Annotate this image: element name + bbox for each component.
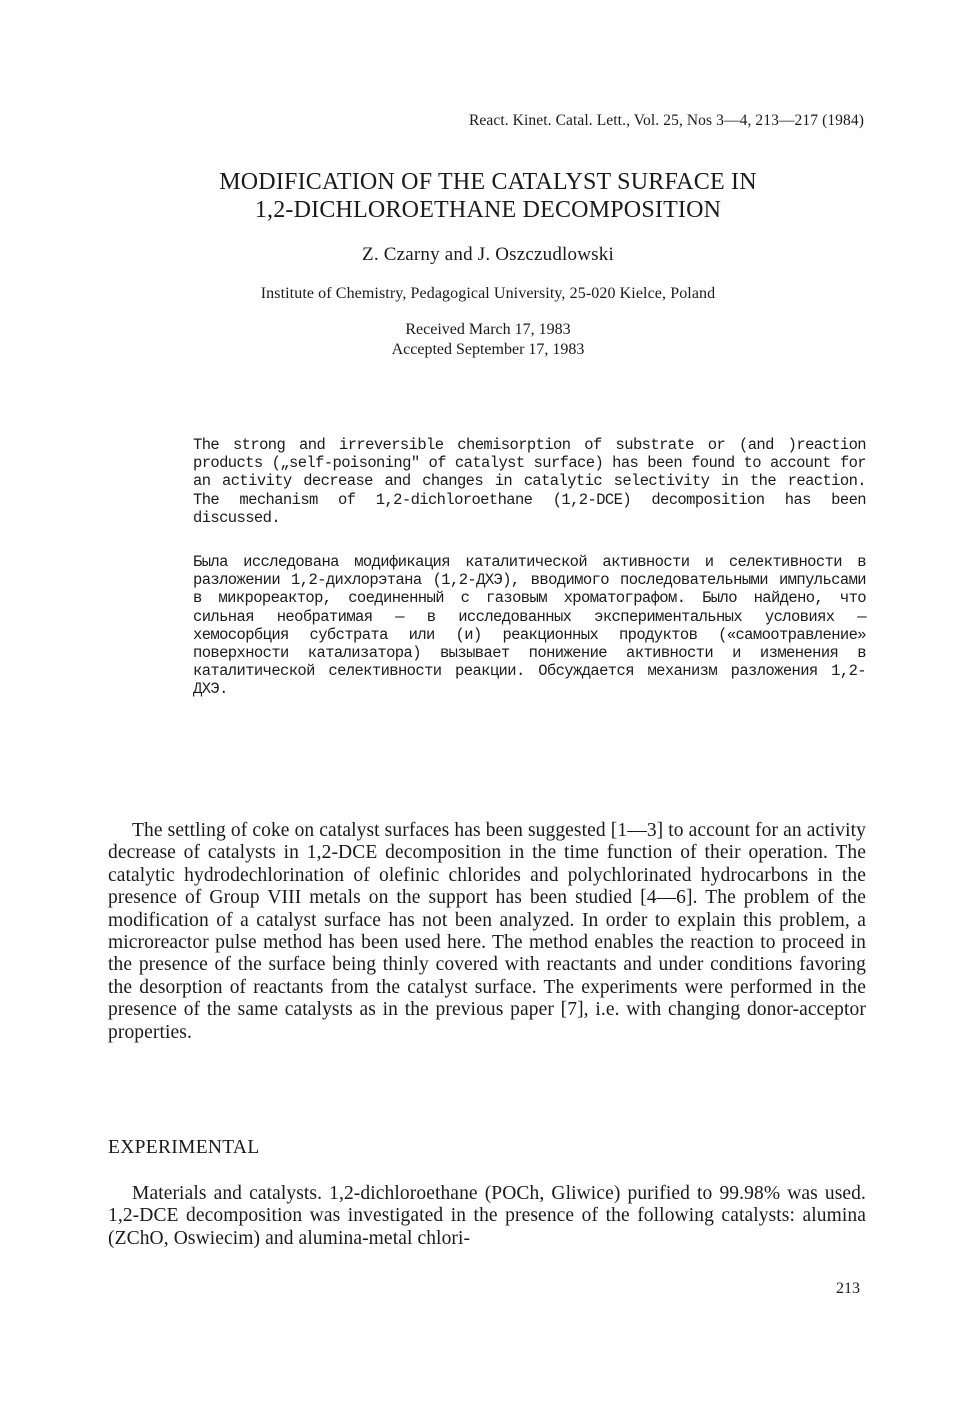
journal-reference: React. Kinet. Catal. Lett., Vol. 25, Nos 3—4, 213—217 (1984) — [468, 112, 864, 129]
intro-paragraph-text: The settling of coke on catalyst surfaces has been suggested [1—3] to account for an activity decrease of catalysts in 1,2-DCE decomposition in the time function of their operation. The catalytic hydrodechlorination of olefinic chlorides and polychlorinated hydrocarbons in the presence of Group VIII metals on the support has been studied [4—6]. The problem of the modification of a catalyst surface has not been analyzed. In order to explain this problem, a microreactor pulse method has been used here. The method enables the reaction to proceed in the presence of the surface being thinly covered with reactants and under conditions favoring the desorption of reactants from the catalyst surface. The experiments were performed in the presence of the same catalysts as in the previous paper [7], i.e. with changing donor-acceptor properties. — [108, 820, 866, 1043]
materials-paragraph-text: Materials and catalysts. 1,2-dichloroethane (POCh, Gliwice) purified to 99.98% was used. 1,2-DCE decomposition was investigated in the presence of the following catalysts: alumina (ZChO, Oswiecim) and alumina-metal chlori- — [108, 1183, 866, 1249]
accepted-date: Accepted September 17, 1983 — [391, 341, 585, 358]
intro-paragraph — [108, 820, 866, 1044]
section-heading-experimental: EXPERIMENTAL — [108, 1137, 260, 1158]
submission-dates — [108, 320, 868, 360]
title-line-2: 1,2-DICHLOROETHANE DECOMPOSITION — [254, 197, 722, 223]
affiliation: Institute of Chemistry, Pedagogical University, 25-020 Kielce, Poland — [260, 285, 716, 302]
abstract-russian: Была исследована модификация каталитической активности и селективности в разложении 1,2-дихлорэтана (1,2-ДХЭ), вводимого последовательными импульсами в микрореактор, соединенный с газовым хроматографом. Было найдено, что сильная необратимая — в исследованных экспериментальных условиях — хемосорбция субстрата или (и) реакционных продуктов («самоотравление» поверхности катализатора) вызывает понижение активности и изменения в каталитической селективности реакции. Обсуждается механизм разложения 1,2-ДХЭ. — [193, 553, 866, 699]
materials-paragraph — [108, 1183, 866, 1250]
page-number: 213 — [836, 1280, 860, 1297]
title-line-1: MODIFICATION OF THE CATALYST SURFACE IN — [219, 169, 757, 195]
abstract-english: The strong and irreversible chemisorption of substrate or (and )reaction products („self-poisoning" of catalyst surface) has been found to account for an activity decrease and changes in catalytic selectivity in the reaction. The mechanism of 1,2-dichloroethane (1,2-DCE) decomposition has been discussed. — [193, 436, 866, 527]
article-title — [108, 168, 868, 224]
received-date: Received March 17, 1983 — [405, 321, 571, 338]
authors: Z. Czarny and J. Oszczudlowski — [362, 244, 614, 265]
